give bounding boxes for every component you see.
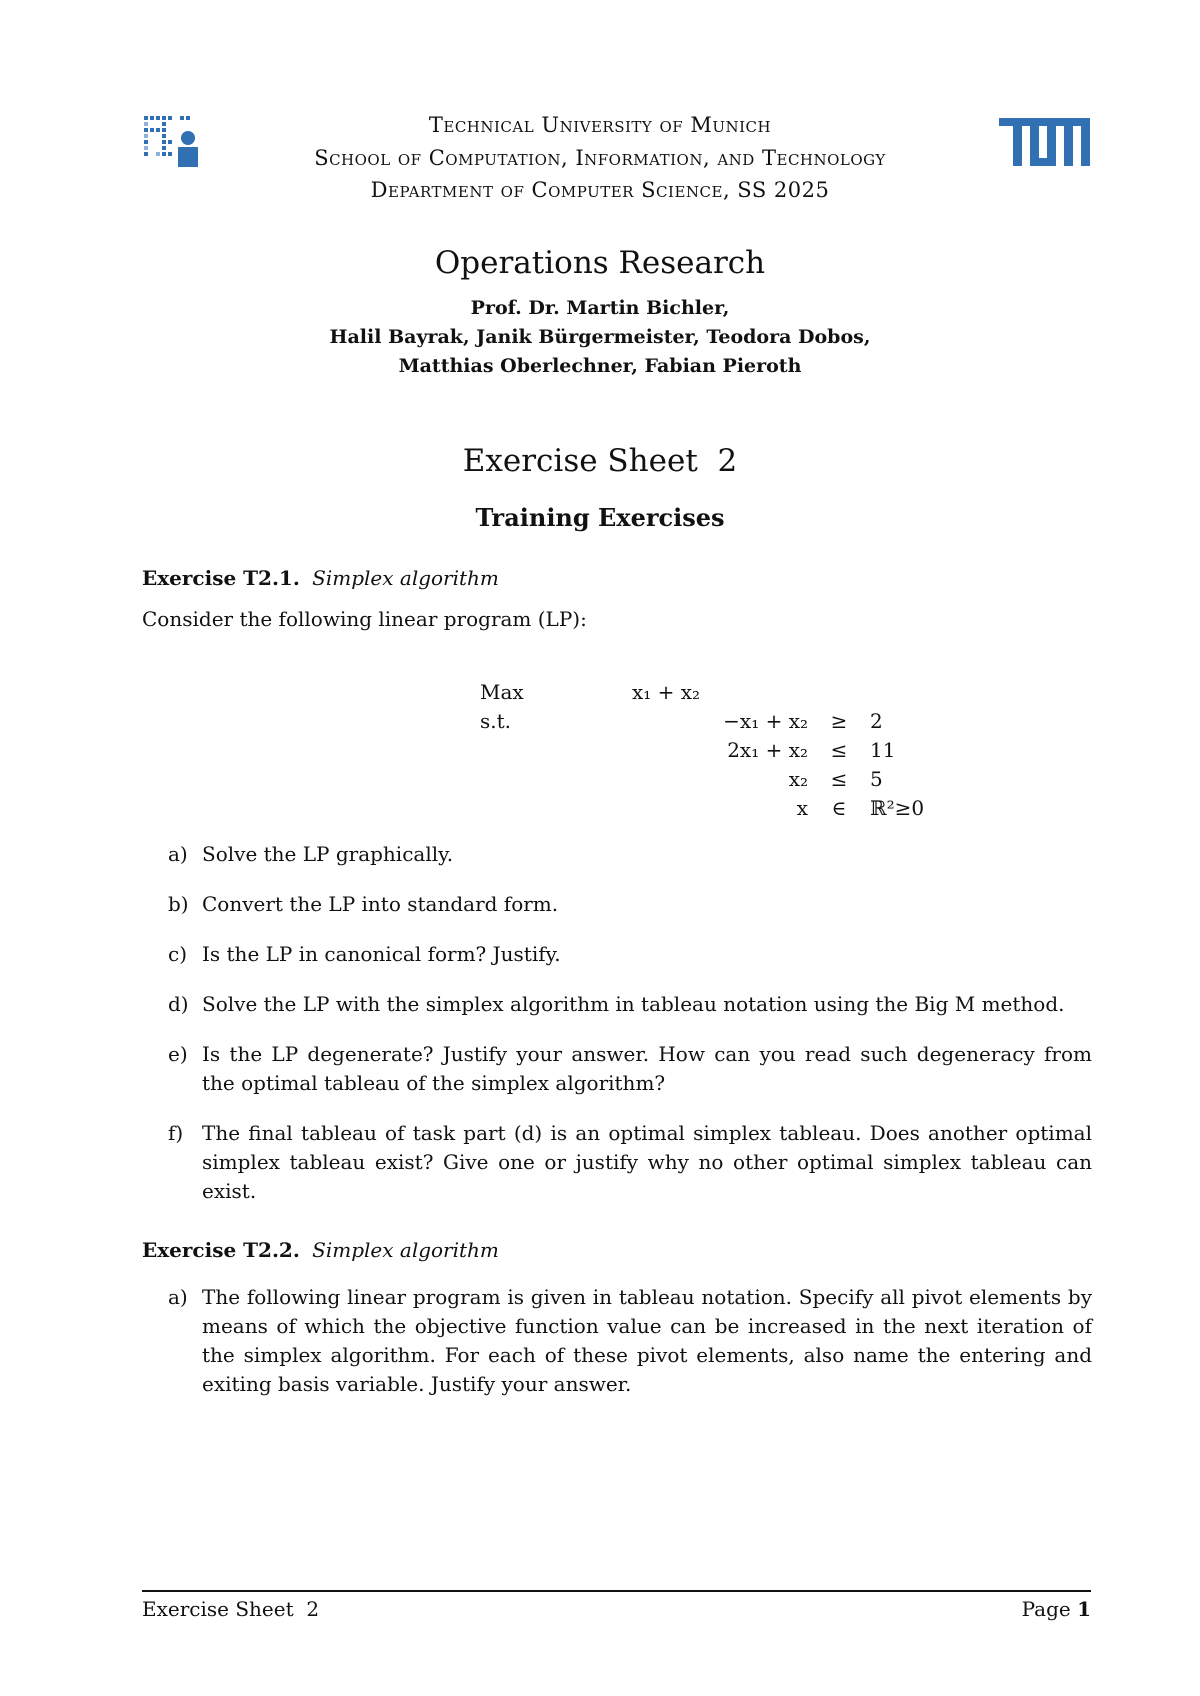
- task-item: [142, 840, 1092, 869]
- exercise-heading: [142, 1238, 499, 1262]
- authors-line-3: Matthias Oberlechner, Fabian Pieroth: [398, 355, 802, 377]
- exercise-topic: Simplex algorithm: [312, 566, 499, 590]
- section-title: Training Exercises: [475, 503, 725, 532]
- lp-st-label: s.t.: [480, 709, 512, 733]
- lp-max-label: Max: [480, 680, 524, 704]
- lp-domain-row: [480, 794, 924, 823]
- task-label: a): [168, 1285, 188, 1309]
- task-text: Solve the LP with the simplex algorithm in tableau notation using the Big M method.: [202, 992, 1065, 1016]
- university-name: Technical University of Munich: [428, 113, 772, 137]
- lp-relation: ≥: [830, 709, 848, 733]
- footer-rule: [142, 1590, 1091, 1592]
- lp-rhs: 2: [870, 709, 883, 733]
- task-item: [142, 1283, 1092, 1399]
- task-text: The final tableau of task part (d) is an optimal simplex tableau. Does another optimal simplex tableau exist? Give one or justify why no other optimal simplex tableau can exist.: [202, 1121, 1092, 1203]
- task-text: Is the LP degenerate? Justify your answer. How can you read such degeneracy from the optimal tableau of the simplex algorithm?: [202, 1042, 1092, 1095]
- lp-constraint-row: [480, 707, 924, 736]
- lp-lhs: x: [796, 796, 808, 820]
- task-item: [142, 1119, 1092, 1206]
- lp-rhs: ℝ²≥0: [870, 796, 925, 820]
- lp-lhs: x₂: [788, 767, 808, 791]
- lp-constraint-row: [480, 736, 924, 765]
- lp-objective-row: [480, 678, 924, 707]
- exercise-label: Exercise T2.2.: [142, 1238, 300, 1262]
- exercise-label: Exercise T2.1.: [142, 566, 300, 590]
- lp-relation: ≤: [830, 767, 848, 791]
- task-label: e): [168, 1042, 188, 1066]
- lp-relation: ≤: [830, 738, 848, 762]
- exercise-intro: Consider the following linear program (LP):: [142, 607, 587, 631]
- footer-page: [1020, 1597, 1091, 1621]
- footer-page-number: 1: [1077, 1597, 1091, 1621]
- footer-sheet-label: Exercise Sheet 2: [142, 1597, 320, 1621]
- school-name: School of Computation, Information, and Technology: [314, 146, 886, 170]
- lp-relation: ∈: [831, 796, 847, 820]
- task-text: The following linear program is given in tableau notation. Specify all pivot elements by means of which the objective function value can be increased in the next iteration of the simplex algorithm. For each of these pivot elements, also name the entering and exiting basis variable. Justify your answer.: [202, 1285, 1092, 1396]
- authors-line-2: Halil Bayrak, Janik Bürgermeister, Teodora Dobos,: [329, 326, 871, 348]
- sheet-title: Exercise Sheet 2: [462, 443, 738, 479]
- task-text: Solve the LP graphically.: [202, 842, 454, 866]
- task-text: Is the LP in canonical form? Justify.: [202, 942, 561, 966]
- department-name: Department of Computer Science, SS 2025: [370, 178, 830, 202]
- task-label: c): [168, 942, 188, 966]
- authors-block: [0, 294, 1200, 381]
- task-label: b): [168, 892, 189, 916]
- exercise-heading: [142, 566, 499, 590]
- task-item: [142, 1040, 1092, 1098]
- lp-lhs: 2x₁ + x₂: [727, 738, 808, 762]
- course-title: Operations Research: [434, 245, 766, 281]
- footer-page-label: Page: [1021, 1597, 1071, 1621]
- lp-objective: x₁ + x₂: [632, 680, 701, 704]
- lp-lhs: −x₁ + x₂: [723, 709, 808, 733]
- authors-line-1: Prof. Dr. Martin Bichler,: [470, 297, 730, 319]
- task-label: d): [168, 992, 189, 1016]
- linear-program: [480, 678, 924, 823]
- lp-constraint-row: [480, 765, 924, 794]
- task-label: f): [168, 1121, 184, 1145]
- task-text: Convert the LP into standard form.: [202, 892, 559, 916]
- lp-rhs: 5: [870, 767, 883, 791]
- task-item: [142, 890, 1092, 919]
- task-item: [142, 990, 1092, 1019]
- exercise-topic: Simplex algorithm: [312, 1238, 499, 1262]
- lp-rhs: 11: [870, 738, 896, 762]
- task-label: a): [168, 842, 188, 866]
- task-item: [142, 940, 1092, 969]
